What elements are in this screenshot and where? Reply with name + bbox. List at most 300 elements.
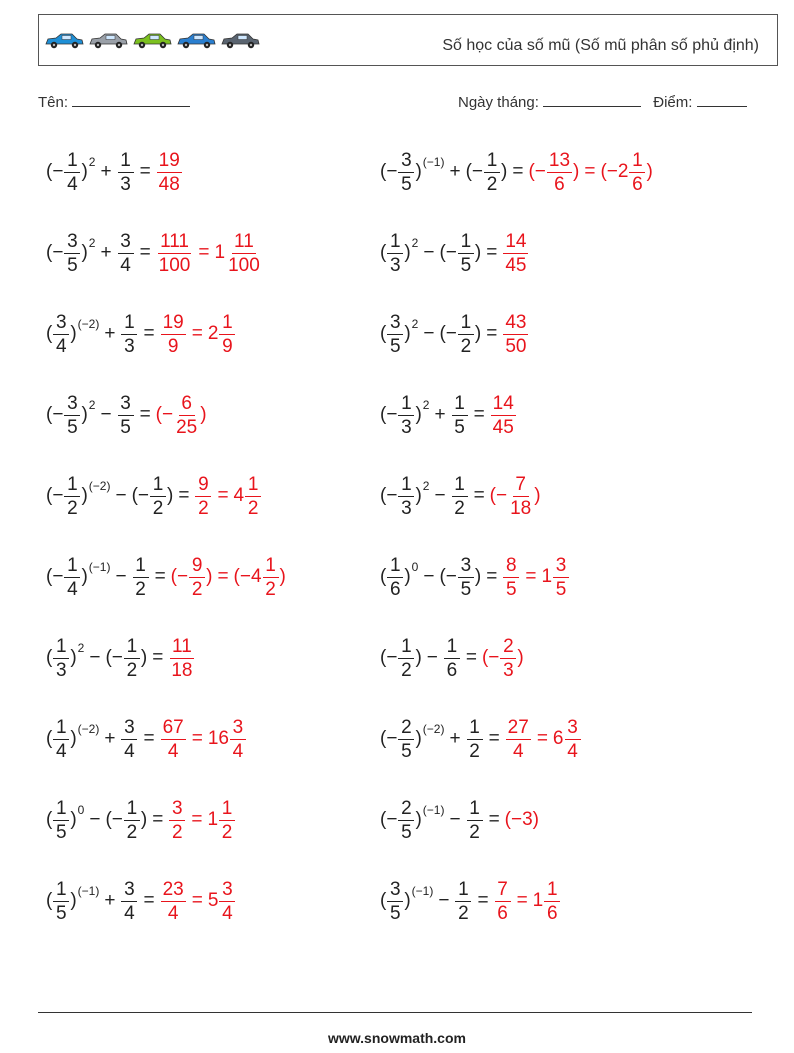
minus-sign: − [52, 161, 64, 182]
denominator: 4 [120, 254, 131, 276]
operator: = [488, 809, 500, 830]
operator: = [525, 566, 537, 587]
problem-answer [156, 151, 183, 194]
numerator: 1 [53, 880, 69, 902]
car-icons-banner [43, 31, 261, 53]
operator: + [449, 161, 461, 182]
operator: = [143, 728, 155, 749]
math-text: ( [439, 566, 446, 587]
math-text: ) [70, 647, 77, 668]
problem-question [46, 151, 156, 194]
fraction [150, 475, 166, 518]
numerator: 1 [387, 556, 403, 578]
math-text: ) [404, 323, 411, 344]
operator: = [152, 647, 164, 668]
numerator: 43 [505, 311, 527, 333]
numerator: 14 [492, 392, 514, 414]
denominator: 2 [67, 497, 78, 519]
denominator: 4 [124, 902, 135, 924]
problem-answer [168, 637, 195, 680]
operator: = [139, 242, 151, 263]
denominator: 5 [67, 416, 78, 438]
numerator: 1 [219, 313, 235, 335]
problem-question [380, 880, 494, 923]
exponent: (−2) [422, 722, 445, 736]
numerator: 1 [458, 232, 474, 254]
math-text: ( [46, 890, 53, 911]
operator: = [152, 809, 164, 830]
denominator: 2 [198, 497, 209, 519]
operator: = [486, 242, 498, 263]
numerator: 1 [398, 475, 414, 497]
gray-suv-icon [219, 31, 261, 51]
math-text: ( [380, 404, 387, 425]
math-text: ) [415, 647, 422, 668]
date-blank [543, 94, 641, 107]
fraction [387, 556, 403, 599]
numerator: 23 [162, 878, 184, 900]
exponent: (−1) [411, 884, 434, 898]
numerator: 3 [398, 151, 414, 173]
numerator: 1 [452, 394, 468, 416]
operator: + [104, 728, 116, 749]
numerator: 1 [118, 151, 134, 173]
problem-item [46, 790, 236, 850]
math-text: ( [465, 161, 472, 182]
math-text: (−3) [504, 809, 539, 830]
numerator: 1 [398, 637, 414, 659]
numerator: 1 [444, 637, 460, 659]
problem-answer [156, 232, 263, 275]
minus-sign: − [52, 566, 64, 587]
blue-pickup-icon [175, 31, 217, 51]
operator: = [191, 890, 203, 911]
math-text: ( [380, 647, 387, 668]
operator: = [512, 161, 524, 182]
numerator: 1 [245, 475, 261, 497]
operator: − [100, 404, 112, 425]
math-text: ( [131, 485, 138, 506]
problem-answer [494, 880, 562, 923]
math-text: ( [380, 809, 387, 830]
denominator: 9 [167, 335, 179, 357]
problem-question [380, 313, 502, 356]
problem-item [380, 709, 582, 769]
problem-item [46, 304, 236, 364]
denominator: 2 [247, 497, 259, 519]
fraction [169, 799, 185, 842]
problem-answer [156, 394, 207, 437]
denominator: 2 [469, 740, 480, 762]
denominator: 3 [124, 335, 135, 357]
math-text: (− [481, 647, 500, 668]
problem-question [380, 718, 505, 761]
denominator: 2 [486, 173, 498, 195]
fraction [458, 313, 474, 356]
operator: = [191, 728, 203, 749]
math-text: ) [70, 728, 77, 749]
problem-question [380, 394, 490, 437]
fraction [53, 880, 69, 923]
green-van-icon [131, 31, 173, 51]
problem-answer [528, 151, 652, 194]
numerator: 27 [507, 716, 529, 738]
denominator: 3 [503, 659, 514, 681]
fraction [161, 718, 186, 761]
denominator: 4 [567, 740, 578, 762]
fraction [503, 232, 528, 275]
problem-question [380, 475, 490, 518]
denominator: 100 [228, 254, 260, 276]
numerator: 13 [548, 149, 571, 171]
fraction [219, 799, 235, 842]
operator: − [89, 647, 101, 668]
problem-answer [482, 637, 524, 680]
exponent: (−1) [77, 884, 100, 898]
math-text: ) [415, 161, 422, 182]
operator: = [217, 485, 229, 506]
numerator: 3 [64, 394, 80, 416]
operator: = [516, 890, 528, 911]
fraction [503, 556, 519, 599]
math-text: 2 [207, 323, 219, 344]
math-text: ) [404, 566, 411, 587]
math-text: ( [46, 566, 53, 587]
problem-item [46, 142, 183, 202]
denominator: 4 [56, 335, 67, 357]
fraction [495, 880, 511, 923]
fraction [387, 313, 403, 356]
problem-item [380, 385, 517, 445]
exponent: 2 [411, 236, 419, 250]
numerator: 2 [398, 718, 414, 740]
numerator: 3 [553, 556, 569, 578]
denominator: 6 [390, 578, 401, 600]
fraction [174, 394, 199, 437]
denominator: 3 [56, 659, 67, 681]
fraction [484, 151, 500, 194]
math-text: ) [474, 566, 482, 587]
numerator: 1 [124, 637, 140, 659]
problem-item [46, 223, 263, 283]
denominator: 5 [460, 254, 472, 276]
math-text: 1 [532, 890, 544, 911]
numerator: 1 [263, 556, 279, 578]
problem-question [380, 637, 482, 680]
problem-question [380, 556, 502, 599]
denominator: 6 [546, 902, 558, 924]
math-text: ) [70, 323, 77, 344]
fraction [219, 313, 235, 356]
math-text: (− [155, 404, 174, 425]
minus-sign: − [111, 647, 123, 668]
math-text: ) [81, 404, 88, 425]
operator: = [178, 485, 190, 506]
math-text: (−4 [233, 566, 262, 587]
fraction [64, 151, 80, 194]
problem-question [46, 880, 160, 923]
numerator: 1 [452, 475, 468, 497]
numerator: 1 [544, 880, 560, 902]
operator: − [115, 566, 127, 587]
numerator: 1 [398, 394, 414, 416]
denominator: 5 [390, 335, 401, 357]
numerator: 3 [387, 313, 403, 335]
denominator: 5 [120, 416, 131, 438]
operator: = [477, 890, 489, 911]
denominator: 5 [401, 740, 412, 762]
fraction [503, 313, 528, 356]
math-text: ( [46, 242, 53, 263]
numerator: 3 [121, 880, 137, 902]
denominator: 4 [124, 740, 135, 762]
date-label: Ngày tháng: [458, 94, 539, 111]
exponent: 2 [88, 236, 96, 250]
fraction [398, 799, 414, 842]
minus-sign: − [445, 566, 457, 587]
denominator: 2 [152, 497, 164, 519]
footer-url: www.snowmath.com [328, 1030, 466, 1046]
math-text: ) [140, 647, 148, 668]
numerator: 1 [387, 232, 403, 254]
exponent: (−2) [77, 722, 100, 736]
fraction [467, 799, 483, 842]
operator: + [449, 728, 461, 749]
operator: − [423, 242, 435, 263]
numerator: 1 [150, 475, 166, 497]
fraction [452, 394, 468, 437]
numerator: 1 [629, 151, 645, 173]
fraction [455, 880, 471, 923]
problem-item [380, 790, 539, 850]
numerator: 1 [64, 151, 80, 173]
fraction [491, 394, 516, 437]
math-text: ) [70, 809, 77, 830]
numerator: 1 [467, 799, 483, 821]
denominator: 6 [554, 173, 565, 195]
math-text: ( [105, 809, 112, 830]
denominator: 2 [135, 578, 146, 600]
problem-item [380, 871, 561, 931]
fraction [398, 151, 414, 194]
exponent: 2 [77, 641, 85, 655]
numerator: 1 [219, 799, 235, 821]
denominator: 2 [469, 821, 480, 843]
minus-sign: − [386, 161, 398, 182]
denominator: 2 [460, 335, 472, 357]
fraction [226, 232, 262, 275]
problem-answer [171, 556, 286, 599]
problem-answer [160, 880, 237, 923]
exponent: 2 [422, 479, 430, 493]
operator: + [100, 161, 112, 182]
operator: = [488, 728, 500, 749]
fraction [169, 637, 194, 680]
denominator: 4 [56, 740, 67, 762]
operator: = [139, 161, 151, 182]
denominator: 6 [632, 173, 643, 195]
fraction [467, 718, 483, 761]
math-text: (−2 [600, 161, 629, 182]
math-text: ( [105, 647, 112, 668]
problem-item [46, 871, 236, 931]
numerator: 6 [179, 394, 195, 416]
math-text: ) [279, 566, 286, 587]
denominator: 5 [454, 416, 465, 438]
denominator: 4 [167, 902, 179, 924]
fraction [458, 556, 474, 599]
numerator: 111 [160, 230, 189, 252]
numerator: 11 [234, 230, 254, 252]
denominator: 5 [555, 578, 567, 600]
exponent: 2 [422, 398, 430, 412]
math-text: ( [380, 485, 387, 506]
operator: − [449, 809, 461, 830]
denominator: 4 [67, 173, 78, 195]
numerator: 1 [124, 799, 140, 821]
operator: = [486, 323, 498, 344]
math-text: ) [167, 485, 174, 506]
exponent: 0 [77, 803, 85, 817]
fraction [398, 394, 414, 437]
problem-answer [194, 475, 262, 518]
minus-sign: − [52, 242, 64, 263]
math-text: ) [573, 161, 580, 182]
math-text: 16 [207, 728, 229, 749]
exponent: (−2) [88, 479, 111, 493]
fraction [565, 718, 581, 761]
fraction [245, 475, 261, 518]
name-field [38, 94, 190, 111]
math-text: ( [46, 485, 53, 506]
worksheet-header [38, 14, 778, 66]
denominator: 5 [390, 902, 401, 924]
numerator: 19 [162, 311, 184, 333]
fraction [53, 718, 69, 761]
operator: = [486, 566, 498, 587]
minus-sign: − [445, 323, 457, 344]
fraction [121, 718, 137, 761]
math-text: ) [140, 809, 148, 830]
exponent: (−2) [77, 317, 100, 331]
fraction [387, 232, 403, 275]
minus-sign: − [52, 485, 64, 506]
numerator: 1 [64, 475, 80, 497]
math-text: ) [415, 809, 422, 830]
operator: = [139, 404, 151, 425]
denominator: 5 [506, 578, 517, 600]
fraction [219, 880, 235, 923]
operator: = [198, 242, 210, 263]
problem-question [46, 799, 168, 842]
operator: = [465, 647, 477, 668]
math-text: (− [170, 566, 189, 587]
math-text: ( [439, 242, 446, 263]
fraction [64, 556, 80, 599]
numerator: 1 [484, 151, 500, 173]
operator: = [143, 890, 155, 911]
math-text: ) [646, 161, 653, 182]
operator: − [426, 647, 438, 668]
problem-item [380, 142, 653, 202]
math-text: ( [380, 161, 387, 182]
denominator: 5 [460, 578, 472, 600]
fraction [121, 880, 137, 923]
operator: − [438, 890, 450, 911]
math-text: ( [380, 728, 387, 749]
problem-answer [160, 313, 237, 356]
fraction [452, 475, 468, 518]
operator: = [473, 404, 485, 425]
math-text: ) [474, 242, 482, 263]
numerator: 1 [53, 799, 69, 821]
fraction [53, 637, 69, 680]
problem-answer [168, 799, 236, 842]
math-text: ) [81, 242, 88, 263]
denominator: 2 [126, 659, 138, 681]
math-text: ( [380, 890, 387, 911]
math-text: ( [380, 242, 387, 263]
operator: + [104, 890, 116, 911]
denominator: 25 [176, 416, 198, 438]
math-text: ) [534, 485, 541, 506]
operator: = [143, 323, 155, 344]
numerator: 1 [53, 637, 69, 659]
numerator: 7 [495, 880, 511, 902]
numerator: 1 [467, 718, 483, 740]
footer-divider [38, 1012, 752, 1013]
math-text: ) [517, 647, 524, 668]
numerator: 8 [503, 556, 519, 578]
operator: = [191, 809, 203, 830]
math-text: 6 [552, 728, 564, 749]
fraction [547, 151, 572, 194]
math-text: ( [46, 404, 53, 425]
fraction [398, 637, 414, 680]
minus-sign: − [471, 161, 483, 182]
fraction [121, 313, 137, 356]
denominator: 100 [158, 254, 191, 276]
date-score-field [458, 94, 747, 111]
math-text: ( [46, 647, 53, 668]
denominator: 48 [158, 173, 180, 195]
math-text: ( [46, 728, 53, 749]
operator: = [536, 728, 548, 749]
exponent: (−1) [88, 560, 111, 574]
denominator: 5 [67, 254, 78, 276]
fraction [387, 880, 403, 923]
operator: − [115, 485, 127, 506]
math-text: 1 [207, 809, 219, 830]
denominator: 45 [505, 254, 527, 276]
math-text: 1 [541, 566, 553, 587]
problem-answer [505, 718, 582, 761]
fraction [629, 151, 645, 194]
denominator: 50 [505, 335, 527, 357]
problem-answer [490, 394, 517, 437]
math-text: ) [404, 890, 411, 911]
math-text: (− [528, 161, 546, 182]
numerator: 3 [169, 799, 185, 821]
problem-item [46, 466, 262, 526]
problem-item [46, 547, 286, 607]
math-text: ) [415, 485, 422, 506]
numerator: 14 [505, 230, 527, 252]
numerator: 19 [158, 149, 180, 171]
math-text: ) [70, 890, 77, 911]
numerator: 3 [565, 718, 581, 740]
math-text: ( [46, 809, 53, 830]
